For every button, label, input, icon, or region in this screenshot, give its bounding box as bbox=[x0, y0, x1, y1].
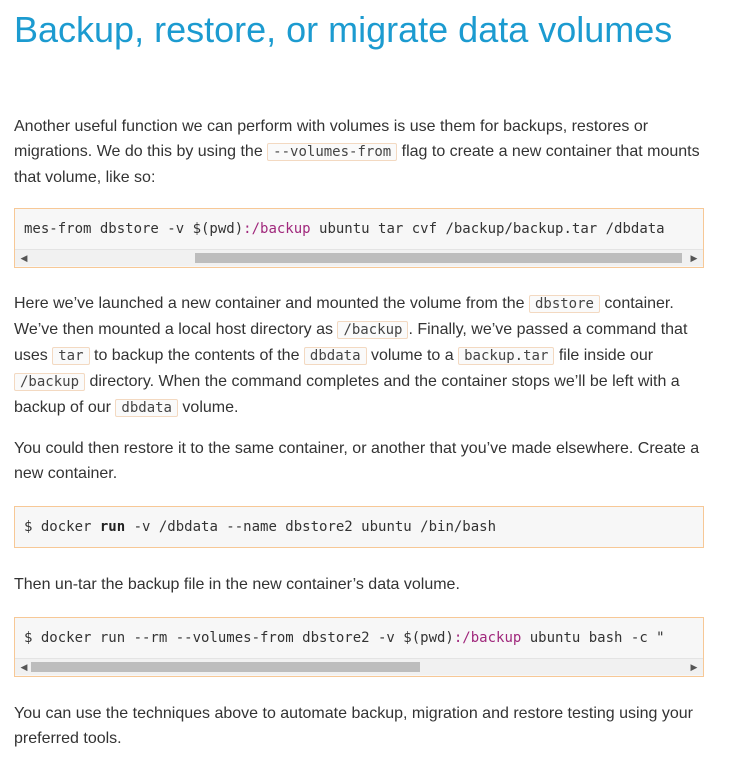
code-block-restore bbox=[14, 617, 704, 677]
horizontal-scrollbar[interactable] bbox=[15, 249, 703, 266]
code-line: $ docker run --rm --volumes-from dbstore2 -v $(pwd):/backup ubuntu bash -c " bbox=[24, 630, 665, 646]
intro-text-1: Another useful function we can perform with volumes is use them for backups, restores or migrations. We do this by using the bbox=[14, 118, 649, 160]
code-block-backup bbox=[14, 208, 704, 268]
inline-code-dbdata-2: dbdata bbox=[115, 399, 178, 417]
code-path: :/backup bbox=[453, 630, 522, 646]
inline-code-volumes-from: --volumes-from bbox=[267, 143, 397, 161]
intro-text-2: flag to create a new container that mounts that volume, like so: bbox=[14, 143, 700, 186]
explanation-paragraph: Here we’ve launched a new container and mounted the volume from the dbstore container. We’ve then mounted a local host directory as /backup . Finally, we’ve passed a command that uses tar to backup the contents of the dbdata volume to a backup.tar file inside our /backup directory. When the command completes and the container stops we’ll be left with a backup of our dbdata volume. bbox=[14, 295, 688, 416]
inline-code-backup-tar: backup.tar bbox=[458, 347, 554, 365]
code-line: $ docker run -v /dbdata --name dbstore2 ubuntu /bin/bash bbox=[24, 519, 497, 535]
scrollbar-thumb[interactable] bbox=[195, 253, 682, 263]
untar-paragraph: Then un-tar the backup file in the new container’s data volume. bbox=[14, 576, 460, 593]
restore-paragraph: You could then restore it to the same container, or another that you’ve made elsewhere. Create a new container. bbox=[14, 440, 700, 482]
horizontal-scrollbar[interactable] bbox=[15, 658, 703, 675]
inline-code-tar: tar bbox=[52, 347, 89, 365]
code-path: :/backup bbox=[243, 221, 311, 237]
inline-code-dbdata: dbdata bbox=[304, 347, 367, 365]
code-keyword: run bbox=[99, 519, 126, 535]
inline-code-dbstore: dbstore bbox=[529, 295, 600, 313]
inline-code-backup: /backup bbox=[337, 321, 408, 339]
inline-code-backup-dir: /backup bbox=[14, 373, 85, 391]
scroll-right-arrow-icon[interactable]: ▶ bbox=[690, 253, 698, 263]
intro-paragraph bbox=[14, 114, 714, 190]
scroll-right-arrow-icon[interactable]: ▶ bbox=[690, 662, 698, 672]
page-title: Backup, restore, or migrate data volumes bbox=[14, 9, 673, 50]
scroll-left-arrow-icon[interactable]: ◀ bbox=[20, 662, 28, 672]
code-block-new-container bbox=[14, 506, 704, 548]
scrollbar-thumb[interactable] bbox=[31, 662, 420, 672]
scroll-left-arrow-icon[interactable]: ◀ bbox=[20, 253, 28, 263]
code-line: mes-from dbstore -v $(pwd):/backup ubuntu tar cvf /backup/backup.tar /dbdata bbox=[24, 221, 665, 237]
closing-paragraph: You can use the techniques above to automate backup, migration and restore testing using your preferred tools. bbox=[14, 705, 693, 747]
